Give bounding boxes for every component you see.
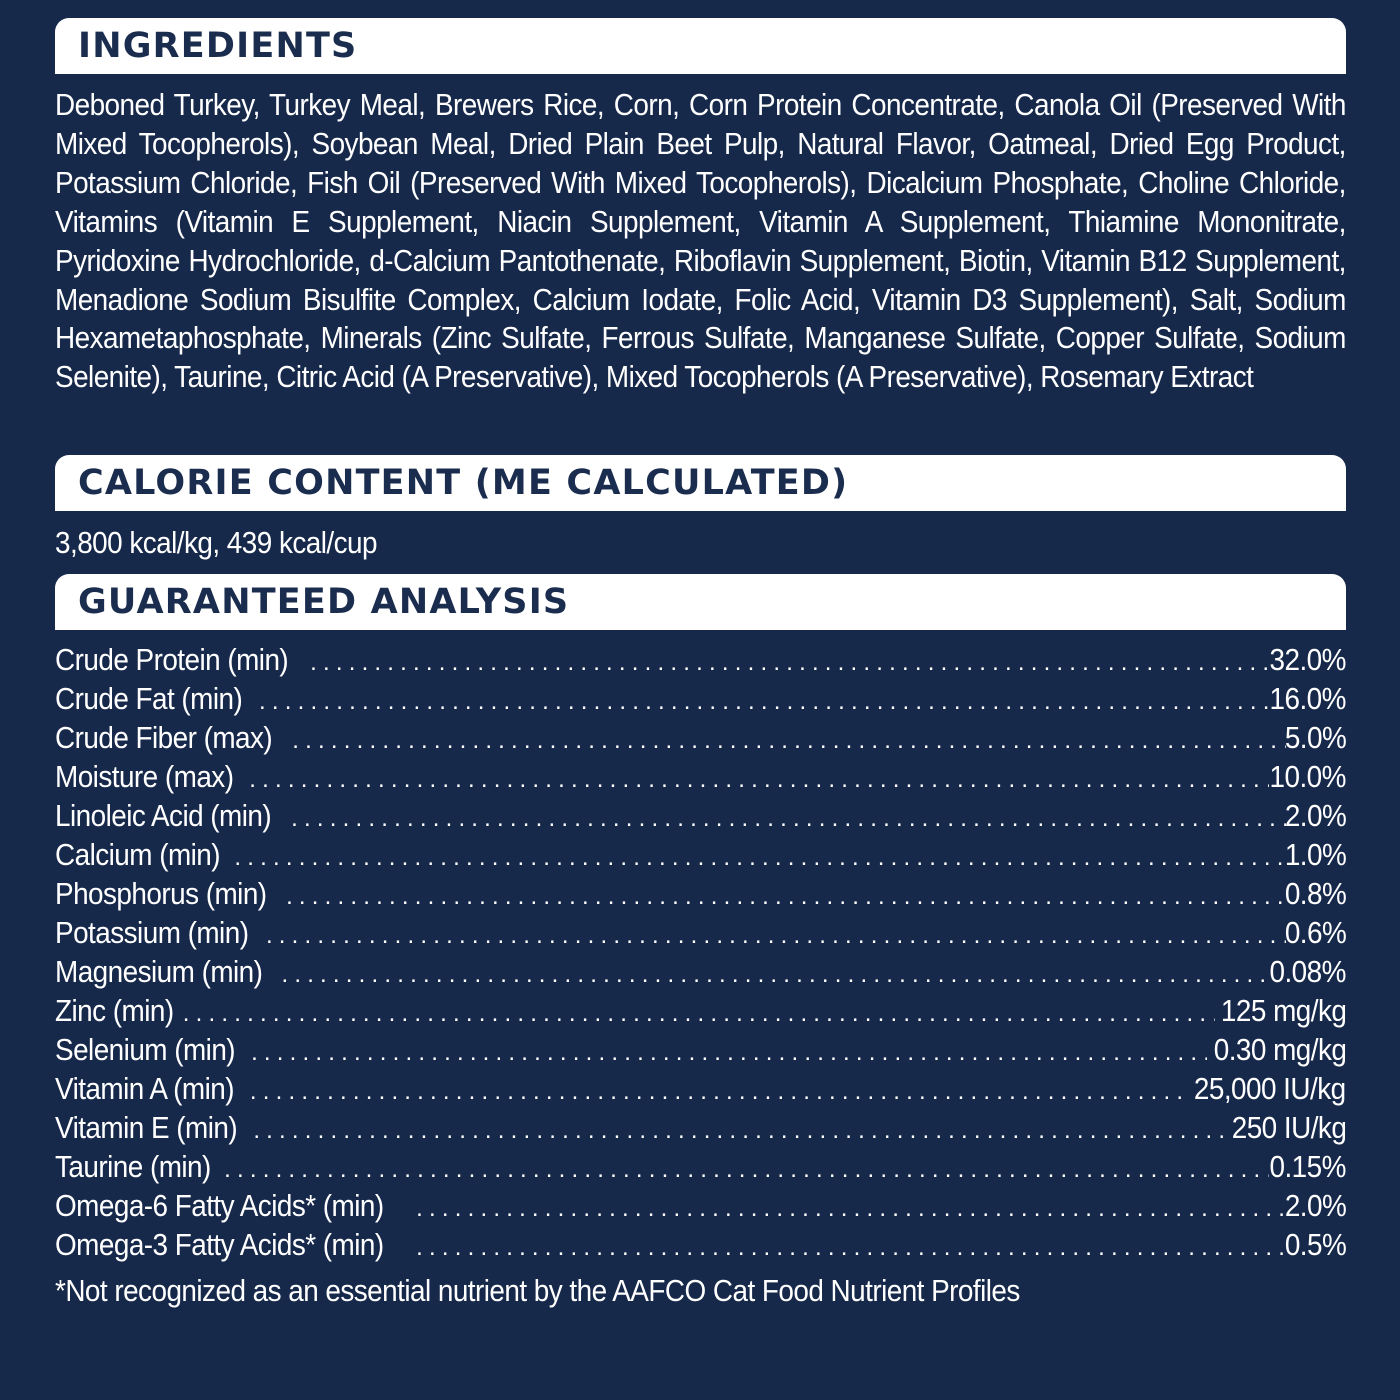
dot-leader	[285, 799, 1286, 835]
nutrient-label: Linoleic Acid (min)	[55, 798, 272, 833]
nutrient-label: Omega-3 Fatty Acids* (min)	[55, 1227, 384, 1262]
dot-leader	[228, 838, 1285, 874]
analysis-row	[55, 874, 1346, 913]
analysis-row	[55, 1069, 1346, 1108]
nutrient-value: 0.15%	[1269, 1149, 1346, 1184]
analysis-section	[55, 574, 1346, 1311]
calorie-title: CALORIE CONTENT (ME CALCULATED)	[78, 462, 849, 503]
nutrient-value: 2.0%	[1284, 1188, 1346, 1223]
analysis-row	[55, 952, 1346, 991]
nutrition-panel	[55, 18, 1346, 1311]
dot-leader	[253, 682, 1269, 718]
nutrient-value: 16.0%	[1269, 681, 1346, 716]
dot-leader	[260, 916, 1286, 952]
dot-leader	[218, 1150, 1269, 1186]
nutrient-label: Potassium (min)	[55, 915, 249, 950]
nutrient-value: 0.5%	[1284, 1227, 1346, 1262]
nutrient-value: 0.08%	[1269, 954, 1346, 989]
analysis-row	[55, 1186, 1346, 1225]
nutrient-label: Taurine (min)	[55, 1149, 211, 1184]
analysis-row	[55, 835, 1346, 874]
analysis-row	[55, 913, 1346, 952]
nutrient-label: Calcium (min)	[55, 837, 221, 872]
dot-leader	[286, 721, 1285, 757]
calorie-value: 3,800 kcal/kg, 439 kcal/cup	[55, 525, 377, 560]
ingredients-title: INGREDIENTS	[78, 25, 358, 66]
nutrient-value: 0.8%	[1284, 876, 1346, 911]
nutrient-label: Zinc (min)	[55, 993, 174, 1028]
nutrient-label: Selenium (min)	[55, 1032, 236, 1067]
dot-leader	[304, 643, 1269, 679]
dot-leader	[244, 1072, 1186, 1108]
nutrient-value: 5.0%	[1284, 720, 1346, 755]
ingredients-list-text: Deboned Turkey, Turkey Meal, Brewers Rice, Corn, Corn Protein Concentrate, Canola Oil (Preserved With Mixed Tocopherols), Soybean Meal, Dried Plain Beet Pulp, Natural Flavor, Oatmeal, Dried Egg Product, Potassium Chloride, Fish Oil (Preserved With Mixed Tocopherols), Dicalcium Phosphate, Choline Chloride, Vitamins (Vitamin E Supplement, Niacin Supplement, Vitamin A Supplement, Thiamine Mononitrate, Pyridoxine Hydrochloride, d-Calcium Pantothenate, Riboflavin Supplement, Biotin, Vitamin B12 Supplement, Menadione Sodium Bisulfite Complex, Calcium Iodate, Folic Acid, Vitamin D3 Supplement), Salt, Sodium Hexametaphosphate, Minerals (Zinc Sulfate, Ferrous Sulfate, Manganese Sulfate, Copper Sulfate, Sodium Selenite), Taurine, Citric Acid (A Preservative), Mixed Tocopherols (A Preservative), Rosemary Extract	[55, 87, 1346, 395]
dot-leader	[410, 1189, 1286, 1225]
dot-leader	[177, 994, 1215, 1030]
nutrient-value: 10.0%	[1269, 759, 1346, 794]
analysis-row	[55, 991, 1346, 1030]
analysis-row	[55, 1147, 1346, 1186]
nutrient-label: Vitamin A (min)	[55, 1071, 235, 1106]
dot-leader	[243, 760, 1269, 796]
dot-leader	[275, 955, 1269, 991]
ingredients-section	[55, 18, 1346, 436]
calorie-header	[55, 455, 1346, 511]
nutrient-value: 0.6%	[1284, 915, 1346, 950]
nutrient-value: 0.30 mg/kg	[1213, 1032, 1346, 1067]
nutrient-label: Phosphorus (min)	[55, 876, 267, 911]
analysis-row	[55, 718, 1346, 757]
analysis-row	[55, 679, 1346, 718]
nutrient-label: Moisture (max)	[55, 759, 234, 794]
nutrient-label: Magnesium (min)	[55, 954, 263, 989]
dot-leader	[280, 877, 1286, 913]
nutrient-label: Vitamin E (min)	[55, 1110, 238, 1145]
nutrient-label: Omega-6 Fatty Acids* (min)	[55, 1188, 384, 1223]
analysis-title: GUARANTEED ANALYSIS	[78, 581, 570, 622]
nutrient-value: 250 IU/kg	[1231, 1110, 1346, 1145]
ingredients-header	[55, 18, 1346, 74]
nutrient-label: Crude Fat (min)	[55, 681, 243, 716]
analysis-row	[55, 757, 1346, 796]
dot-leader	[247, 1111, 1226, 1147]
analysis-row	[55, 1108, 1346, 1147]
nutrient-value: 125 mg/kg	[1220, 993, 1346, 1028]
dot-leader	[410, 1228, 1286, 1264]
analysis-row	[55, 640, 1346, 679]
nutrient-value: 2.0%	[1284, 798, 1346, 833]
nutrient-label: Crude Protein (min)	[55, 642, 289, 677]
analysis-row	[55, 796, 1346, 835]
analysis-list	[55, 640, 1346, 1264]
nutrient-value: 1.0%	[1284, 837, 1346, 872]
analysis-header	[55, 574, 1346, 630]
nutrient-value: 32.0%	[1269, 642, 1346, 677]
nutrient-value: 25,000 IU/kg	[1194, 1071, 1346, 1106]
analysis-footnote: *Not recognized as an essential nutrient by the AAFCO Cat Food Nutrient Profiles	[55, 1273, 1020, 1308]
nutrient-label: Crude Fiber (max)	[55, 720, 273, 755]
analysis-row	[55, 1030, 1346, 1069]
calorie-section	[55, 455, 1346, 563]
dot-leader	[245, 1033, 1207, 1069]
analysis-row	[55, 1225, 1346, 1264]
